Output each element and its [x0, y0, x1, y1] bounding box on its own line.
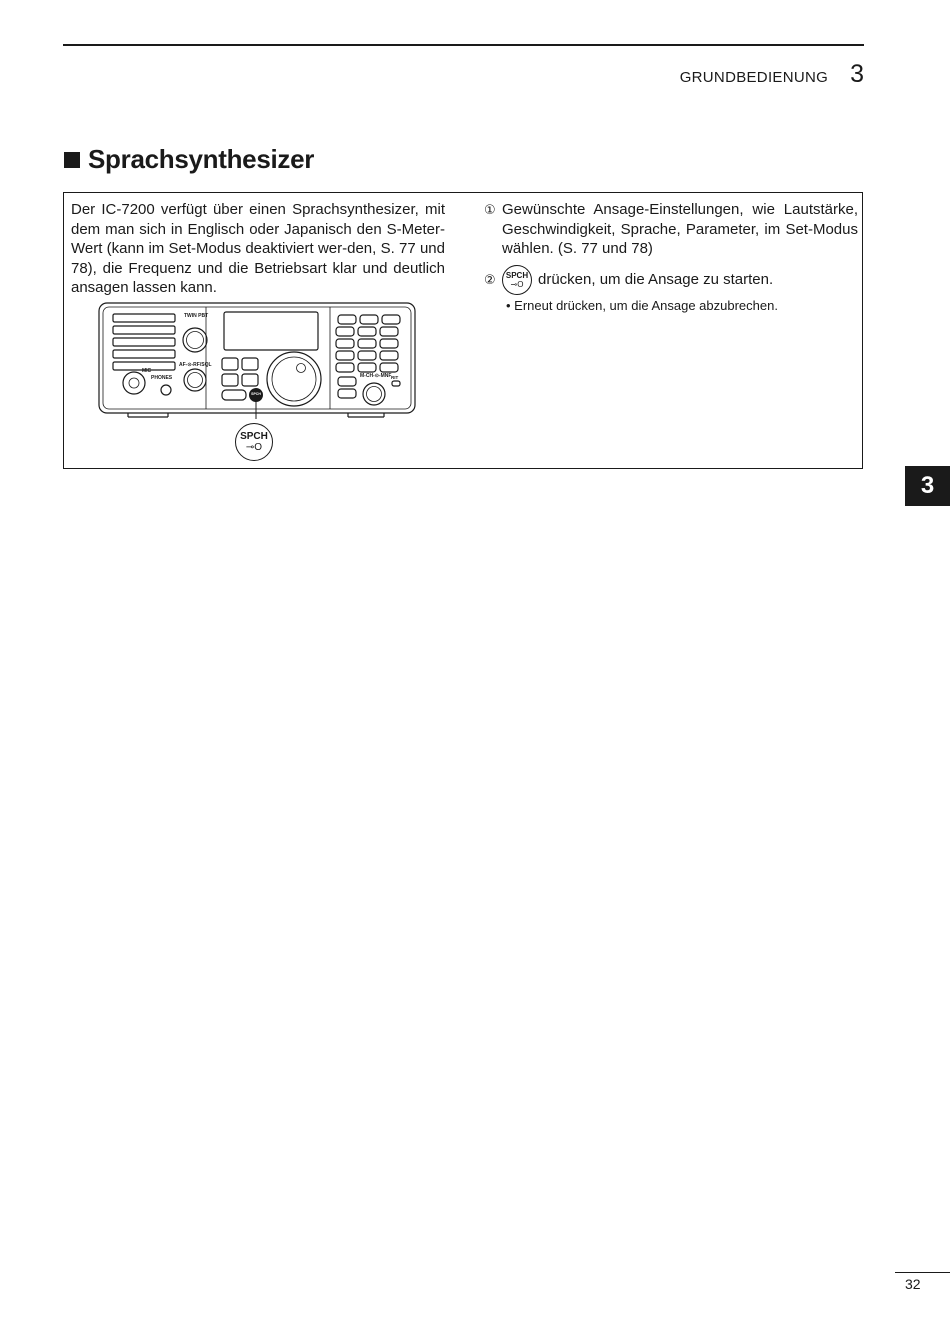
left-slot-2 [113, 326, 175, 334]
section-title [64, 144, 314, 175]
left-slot-4 [113, 350, 175, 358]
phones-label: PHONES [151, 375, 173, 381]
left-slot-1 [113, 314, 175, 322]
footer-rule [895, 1272, 950, 1273]
step-2 [484, 265, 858, 295]
chapter-side-tab: 3 [905, 466, 950, 506]
key-icon: ⊸O [245, 442, 263, 453]
btn-b [242, 358, 258, 370]
left-slot-3 [113, 338, 175, 346]
steps-list [484, 200, 858, 314]
step-2-note: • Erneut drücken, um die Ansage abzubrechen. [506, 297, 778, 313]
spch-callout-label: SPCH [240, 431, 268, 442]
spch-button-callout [235, 423, 273, 461]
chapter-header [680, 60, 864, 89]
spch-label-small: SPCH [251, 392, 261, 396]
step-1-text: Gewünschte Ansage-Einstellungen, wie Lautstärke, Geschwindigkeit, Sprache, Parameter, im Set-Modus wählen. (S. 77 und 78) [502, 201, 858, 257]
step-2-number: ② [484, 271, 496, 287]
btn-a [222, 358, 238, 370]
transceiver-front-panel-figure [98, 301, 418, 419]
step-2-text: drücken, um die Ansage zu starten. [538, 270, 774, 288]
intro-paragraph: Der IC-7200 verfügt über einen Sprachsynthesizer, mit dem man sich in Englisch oder Japanisch den S-Meter-Wert (kann im Set-Modus deaktiviert wer-den, S. 77 und 78), die Frequenz und die Betriebsart klar und deutlich ansagen lassen kann. [71, 201, 445, 296]
twin-pbt-label: TWIN PBT [184, 313, 209, 319]
header-rule [63, 44, 864, 46]
chapter-name: GRUNDBEDIENUNG [679, 69, 829, 86]
btn-d [242, 374, 258, 386]
square-bullet-icon [64, 152, 80, 168]
phones-jack [161, 385, 171, 395]
main-dial [267, 352, 321, 406]
step-1-number: ① [484, 202, 496, 217]
rit-label: RIT [391, 375, 399, 380]
rit-button [392, 381, 400, 386]
spch-button-icon [502, 265, 532, 295]
af-rf-label: AF-⊙-RF/SQL [179, 362, 212, 368]
chapter-number: 3 [850, 60, 864, 88]
display-screen [224, 312, 318, 350]
key-icon: ⊸O [510, 279, 524, 289]
btn-e [222, 390, 246, 400]
content-box [63, 192, 863, 469]
mch-label: M-CH-⊙-MNF [360, 373, 392, 379]
page-number: 32 [905, 1276, 921, 1292]
mic-label: MIC [142, 368, 152, 374]
step-1 [484, 200, 858, 259]
spch-icon-label: SPCH [505, 270, 529, 280]
btn-c [222, 374, 238, 386]
mic-jack [123, 372, 145, 394]
section-title-text: Sprachsynthesizer [88, 144, 315, 174]
